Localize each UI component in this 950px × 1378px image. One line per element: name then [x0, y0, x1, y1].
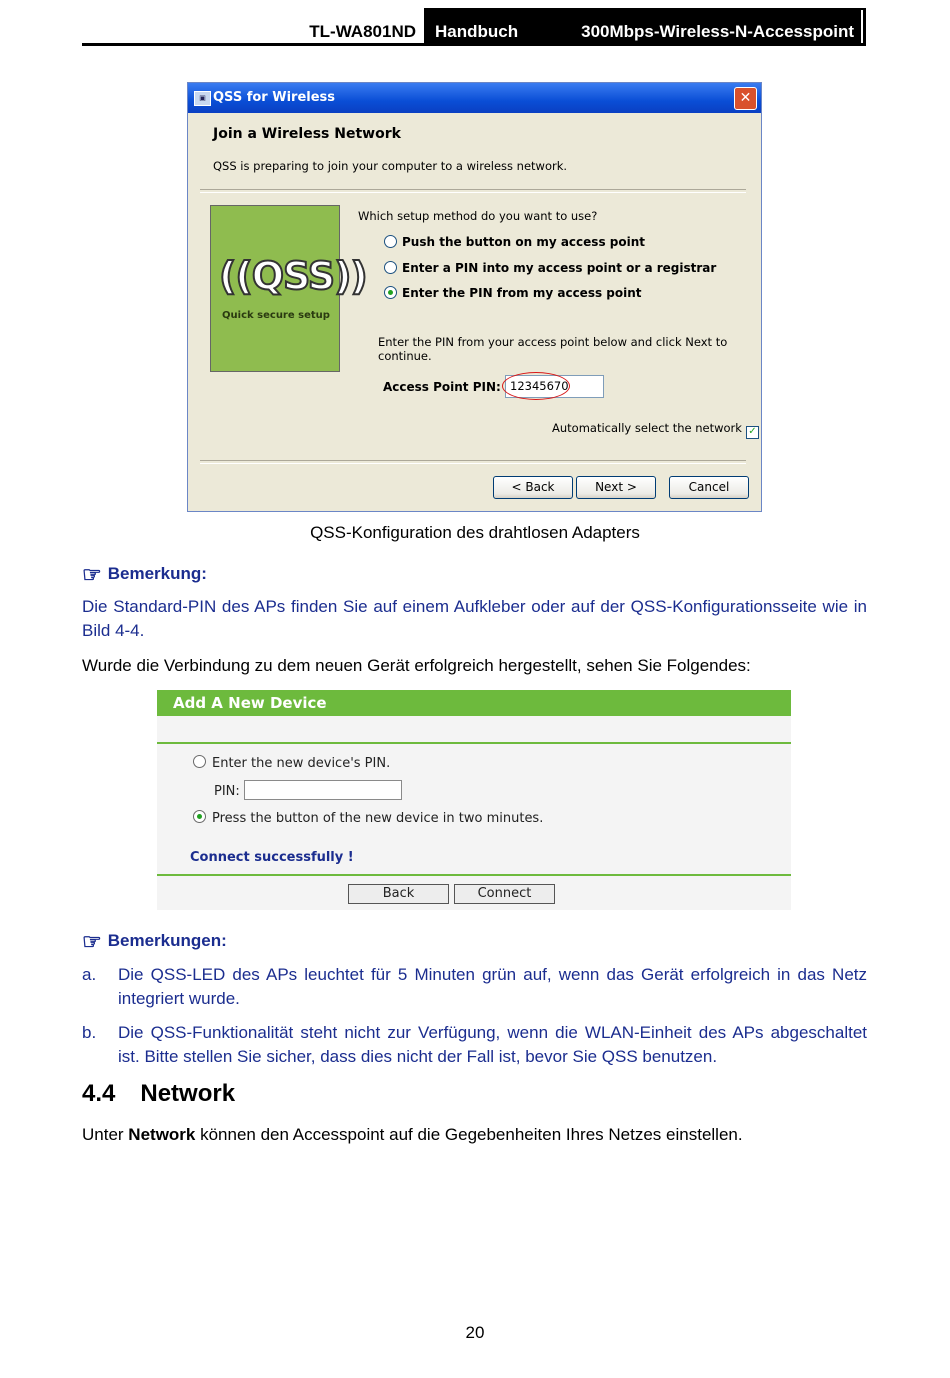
figure-caption: QSS-Konfiguration des drahtlosen Adapters [310, 523, 640, 542]
panel-back-button[interactable]: Back [348, 884, 449, 904]
option-enter-pin-registrar[interactable]: Enter a PIN into my access point or a registrar [384, 261, 716, 275]
pointing-hand-icon: ☞ [82, 929, 102, 954]
note-item-marker-a: a. [82, 965, 97, 984]
back-button[interactable]: < Back [493, 476, 573, 499]
dialog-separator-top [200, 189, 746, 193]
notes-heading: ☞ Bemerkungen: [82, 929, 227, 954]
pin-label: Access Point PIN: [383, 380, 501, 394]
pin-instruction: Enter the PIN from your access point below and click Next to continue. [378, 335, 728, 363]
panel-divider-bottom [157, 874, 791, 876]
option-push-button[interactable]: Push the button on my access point [384, 235, 645, 249]
panel-divider-top [157, 742, 791, 744]
auto-select-network[interactable]: Automatically select the network ✓ [552, 421, 759, 439]
dialog-subtitle: QSS is preparing to join your computer to a wireless network. [213, 159, 568, 173]
pointing-hand-icon: ☞ [82, 562, 102, 587]
device-pin-input[interactable] [244, 780, 402, 800]
note-item-a: Die QSS-LED des APs leuchtet für 5 Minuten grün auf, wenn das Gerät erfolgreich in das Netz integriert wurde. [118, 965, 867, 1008]
dialog-heading: Join a Wireless Network [213, 126, 401, 142]
next-button[interactable]: Next > [576, 476, 656, 499]
panel-header: Add A New Device [157, 690, 791, 716]
setup-question: Which setup method do you want to use? [358, 209, 598, 223]
note-heading: ☞ Bemerkung: [82, 562, 207, 587]
add-device-panel [157, 690, 791, 910]
radio-icon[interactable] [384, 261, 397, 274]
connect-button[interactable]: Connect [454, 884, 555, 904]
dialog-titlebar [188, 83, 761, 113]
qss-logo-caption: Quick secure setup [222, 310, 330, 321]
radio-icon[interactable] [384, 235, 397, 248]
header-manual: Handbuch [435, 22, 519, 41]
checkbox-checked-icon[interactable]: ✓ [746, 426, 759, 439]
header-rule [82, 43, 866, 46]
section-title: Network [140, 1080, 236, 1107]
header-model: TL-WA801ND [309, 22, 416, 41]
page-number: 20 [465, 1323, 485, 1342]
body-paragraph: Wurde die Verbindung zu dem neuen Gerät erfolgreich hergestellt, sehen Sie Folgendes: [82, 656, 751, 675]
page-header [82, 8, 866, 46]
option-enter-pin-ap[interactable]: Enter the PIN from my access point [384, 286, 642, 300]
header-product: 300Mbps-Wireless-N-Accesspoint [581, 22, 854, 41]
radio-selected-icon[interactable] [384, 286, 397, 299]
highlight-circle [502, 372, 570, 400]
note-item-b: Die QSS-Funktionalität steht nicht zur Verfügung, wenn die WLAN-Einheit des APs abgeschaltet ist. Bitte stellen Sie sicher, dass dies nicht der Fall ist, bevor Sie QSS benutzen. [118, 1023, 867, 1066]
qss-logo-mark: ((QSS)) [219, 254, 367, 298]
option-enter-device-pin[interactable]: Enter the new device's PIN. [193, 755, 390, 771]
cancel-button[interactable]: Cancel [669, 476, 749, 499]
network-term: Network [128, 1125, 196, 1144]
section-heading [82, 1080, 235, 1108]
option-press-button[interactable]: Press the button of the new device in two minutes. [193, 810, 543, 826]
note-item-marker-b: b. [82, 1023, 97, 1042]
dialog-title: QSS for Wireless [213, 90, 336, 105]
app-icon: ▣ [194, 91, 211, 106]
note-text: Die Standard-PIN des APs finden Sie auf einem Aufkleber oder auf der QSS-Konfigurationsseite wie in Bild 4-4. [82, 597, 867, 640]
pin-input[interactable]: 12345670 [505, 375, 604, 398]
device-pin-label: PIN: [214, 784, 240, 799]
radio-icon[interactable] [193, 755, 206, 768]
section-paragraph: Unter Network können den Accesspoint auf die Gegebenheiten Ihres Netzes einstellen. [82, 1125, 743, 1144]
dialog-separator-bottom [200, 460, 746, 464]
header-divider [861, 10, 863, 44]
qss-dialog [187, 82, 762, 512]
qss-logo [210, 205, 367, 372]
close-icon[interactable]: ✕ [734, 87, 757, 110]
header-banner [424, 8, 866, 46]
section-number: 4.4 [82, 1080, 116, 1107]
radio-selected-icon[interactable] [193, 810, 206, 823]
connect-status: Connect successfully ! [190, 850, 354, 865]
